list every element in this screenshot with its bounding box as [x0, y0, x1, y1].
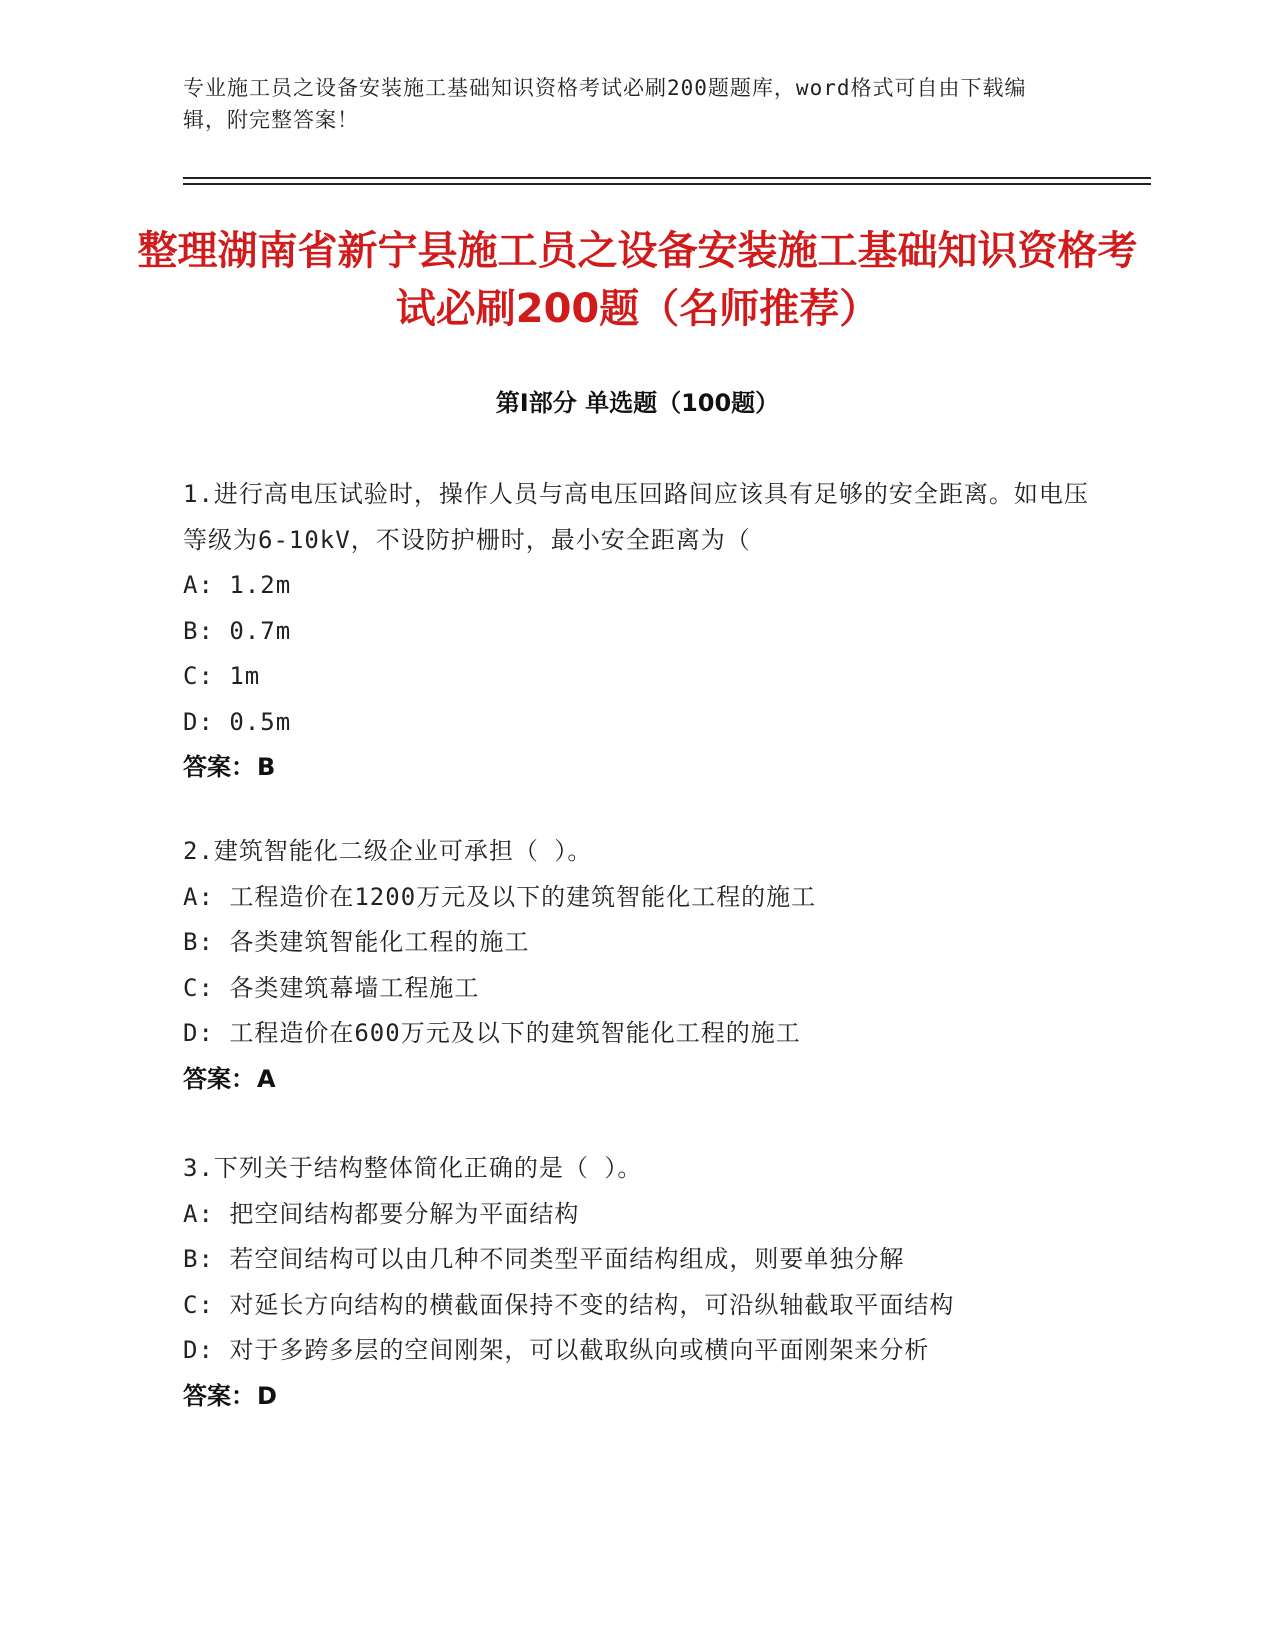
answer-value: A	[257, 1064, 276, 1093]
answer-value: B	[257, 753, 276, 781]
answer-label: 答案：	[183, 1381, 255, 1410]
question-stem: 2.建筑智能化二级企业可承担（ ）。	[183, 837, 593, 865]
document-title: 整理湖南省新宁县施工员之设备安装施工基础知识资格考试必刷200题（名师推荐）	[137, 228, 1138, 332]
option-b: B: 若空间结构可以由几种不同类型平面结构组成，则要单独分解	[183, 1245, 905, 1273]
question-2	[183, 829, 1103, 1102]
option-a: A: 工程造价在1200万元及以下的建筑智能化工程的施工	[183, 882, 817, 911]
header-divider-top	[183, 177, 1151, 179]
option-c: C: 1m	[183, 662, 261, 690]
question-3	[183, 1146, 1103, 1419]
question-stem: 1.进行高电压试验时，操作人员与高电压回路间应该具有足够的安全距离。如电压等级为6-10kV，不设防护栅时，最小安全距离为（	[183, 480, 1089, 554]
header-divider-bottom	[183, 183, 1151, 185]
option-b: B: 0.7m	[183, 616, 292, 645]
option-a: A: 把空间结构都要分解为平面结构	[183, 1199, 580, 1228]
answer-label: 答案：	[183, 753, 255, 781]
option-d: D: 工程造价在600万元及以下的建筑智能化工程的施工	[183, 1019, 801, 1047]
option-c: C: 对延长方向结构的横截面保持不变的结构，可沿纵轴截取平面结构	[183, 1290, 955, 1319]
section-heading: 第Ⅰ部分 单选题（100题）	[495, 389, 780, 417]
question-stem: 3.下列关于结构整体简化正确的是（ ）。	[183, 1154, 643, 1182]
question-1	[183, 472, 1103, 791]
answer	[183, 745, 1103, 791]
option-d: D: 对于多跨多层的空间刚架，可以截取纵向或横向平面刚架来分析	[183, 1336, 930, 1364]
answer	[183, 1057, 1103, 1103]
header-note: 专业施工员之设备安装施工基础知识资格考试必刷200题题库，word格式可自由下载编辑，附完整答案！	[183, 76, 1027, 132]
option-d: D: 0.5m	[183, 707, 292, 736]
option-a: A: 1.2m	[183, 571, 292, 599]
answer-label: 答案：	[183, 1064, 255, 1093]
answer	[183, 1374, 1103, 1420]
option-c: C: 各类建筑幕墙工程施工	[183, 973, 480, 1002]
answer-value: D	[257, 1381, 277, 1410]
option-b: B: 各类建筑智能化工程的施工	[183, 928, 530, 956]
